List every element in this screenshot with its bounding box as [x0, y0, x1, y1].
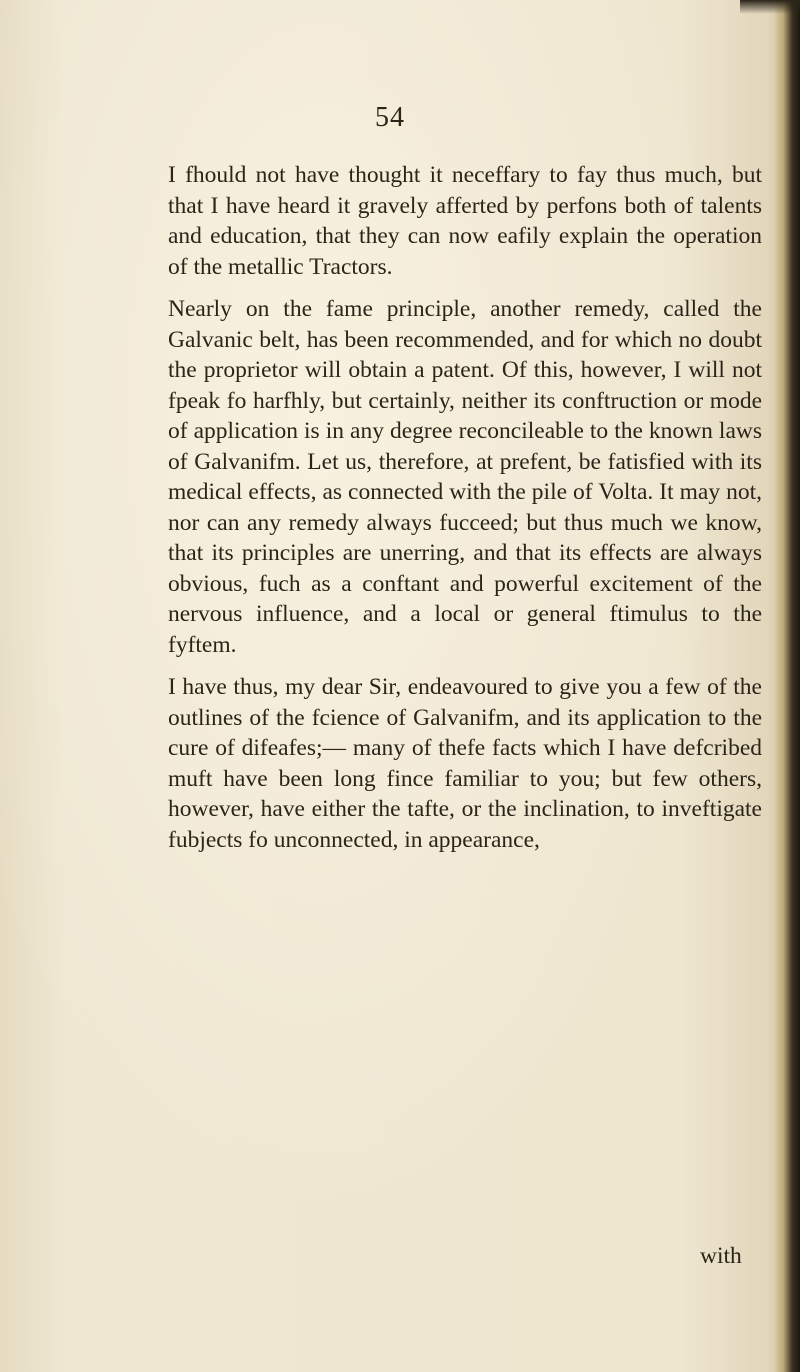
page-number: 54 — [375, 102, 405, 133]
page-corner-shadow — [740, 0, 800, 14]
paragraph-3: I have thus, my dear Sir, endeavoured to give you a few of the outlines of the fcience of Galvanifm, and its application to the cure of difeafes;— many of thefe facts which I have defcribed muft have been long fince familiar to you; but few others, however, have either the tafte, or the inclination, to inveftigate fubjects fo unconnected, in appearance, — [168, 674, 762, 853]
body-text — [168, 160, 762, 867]
page-binding-edge — [774, 0, 800, 1372]
catchword: with — [700, 1243, 742, 1269]
paragraph-2: Nearly on the fame principle, another remedy, called the Galvanic belt, has been recommended, and for which no doubt the proprietor will obtain a patent. Of this, however, I will not fpeak fo harfhly, but certainly, neither its conftruction or mode of application is in any degree reconcileable to the known laws of Galvanifm. Let us, therefore, at prefent, be fatisfied with its medical effects, as connected with the pile of Volta. It may not, nor can any remedy always fucceed; but thus much we know, that its principles are unerring, and that its effects are always obvious, fuch as a conftant and powerful excitement of the nervous influence, and a local or general ftimulus to the fyftem. — [168, 296, 762, 658]
paragraph-1: I fhould not have thought it neceffary to fay thus much, but that I have heard it gravely afferted by perfons both of talents and education, that they can now eafily explain the operation of the metallic Tractors. — [168, 162, 762, 280]
